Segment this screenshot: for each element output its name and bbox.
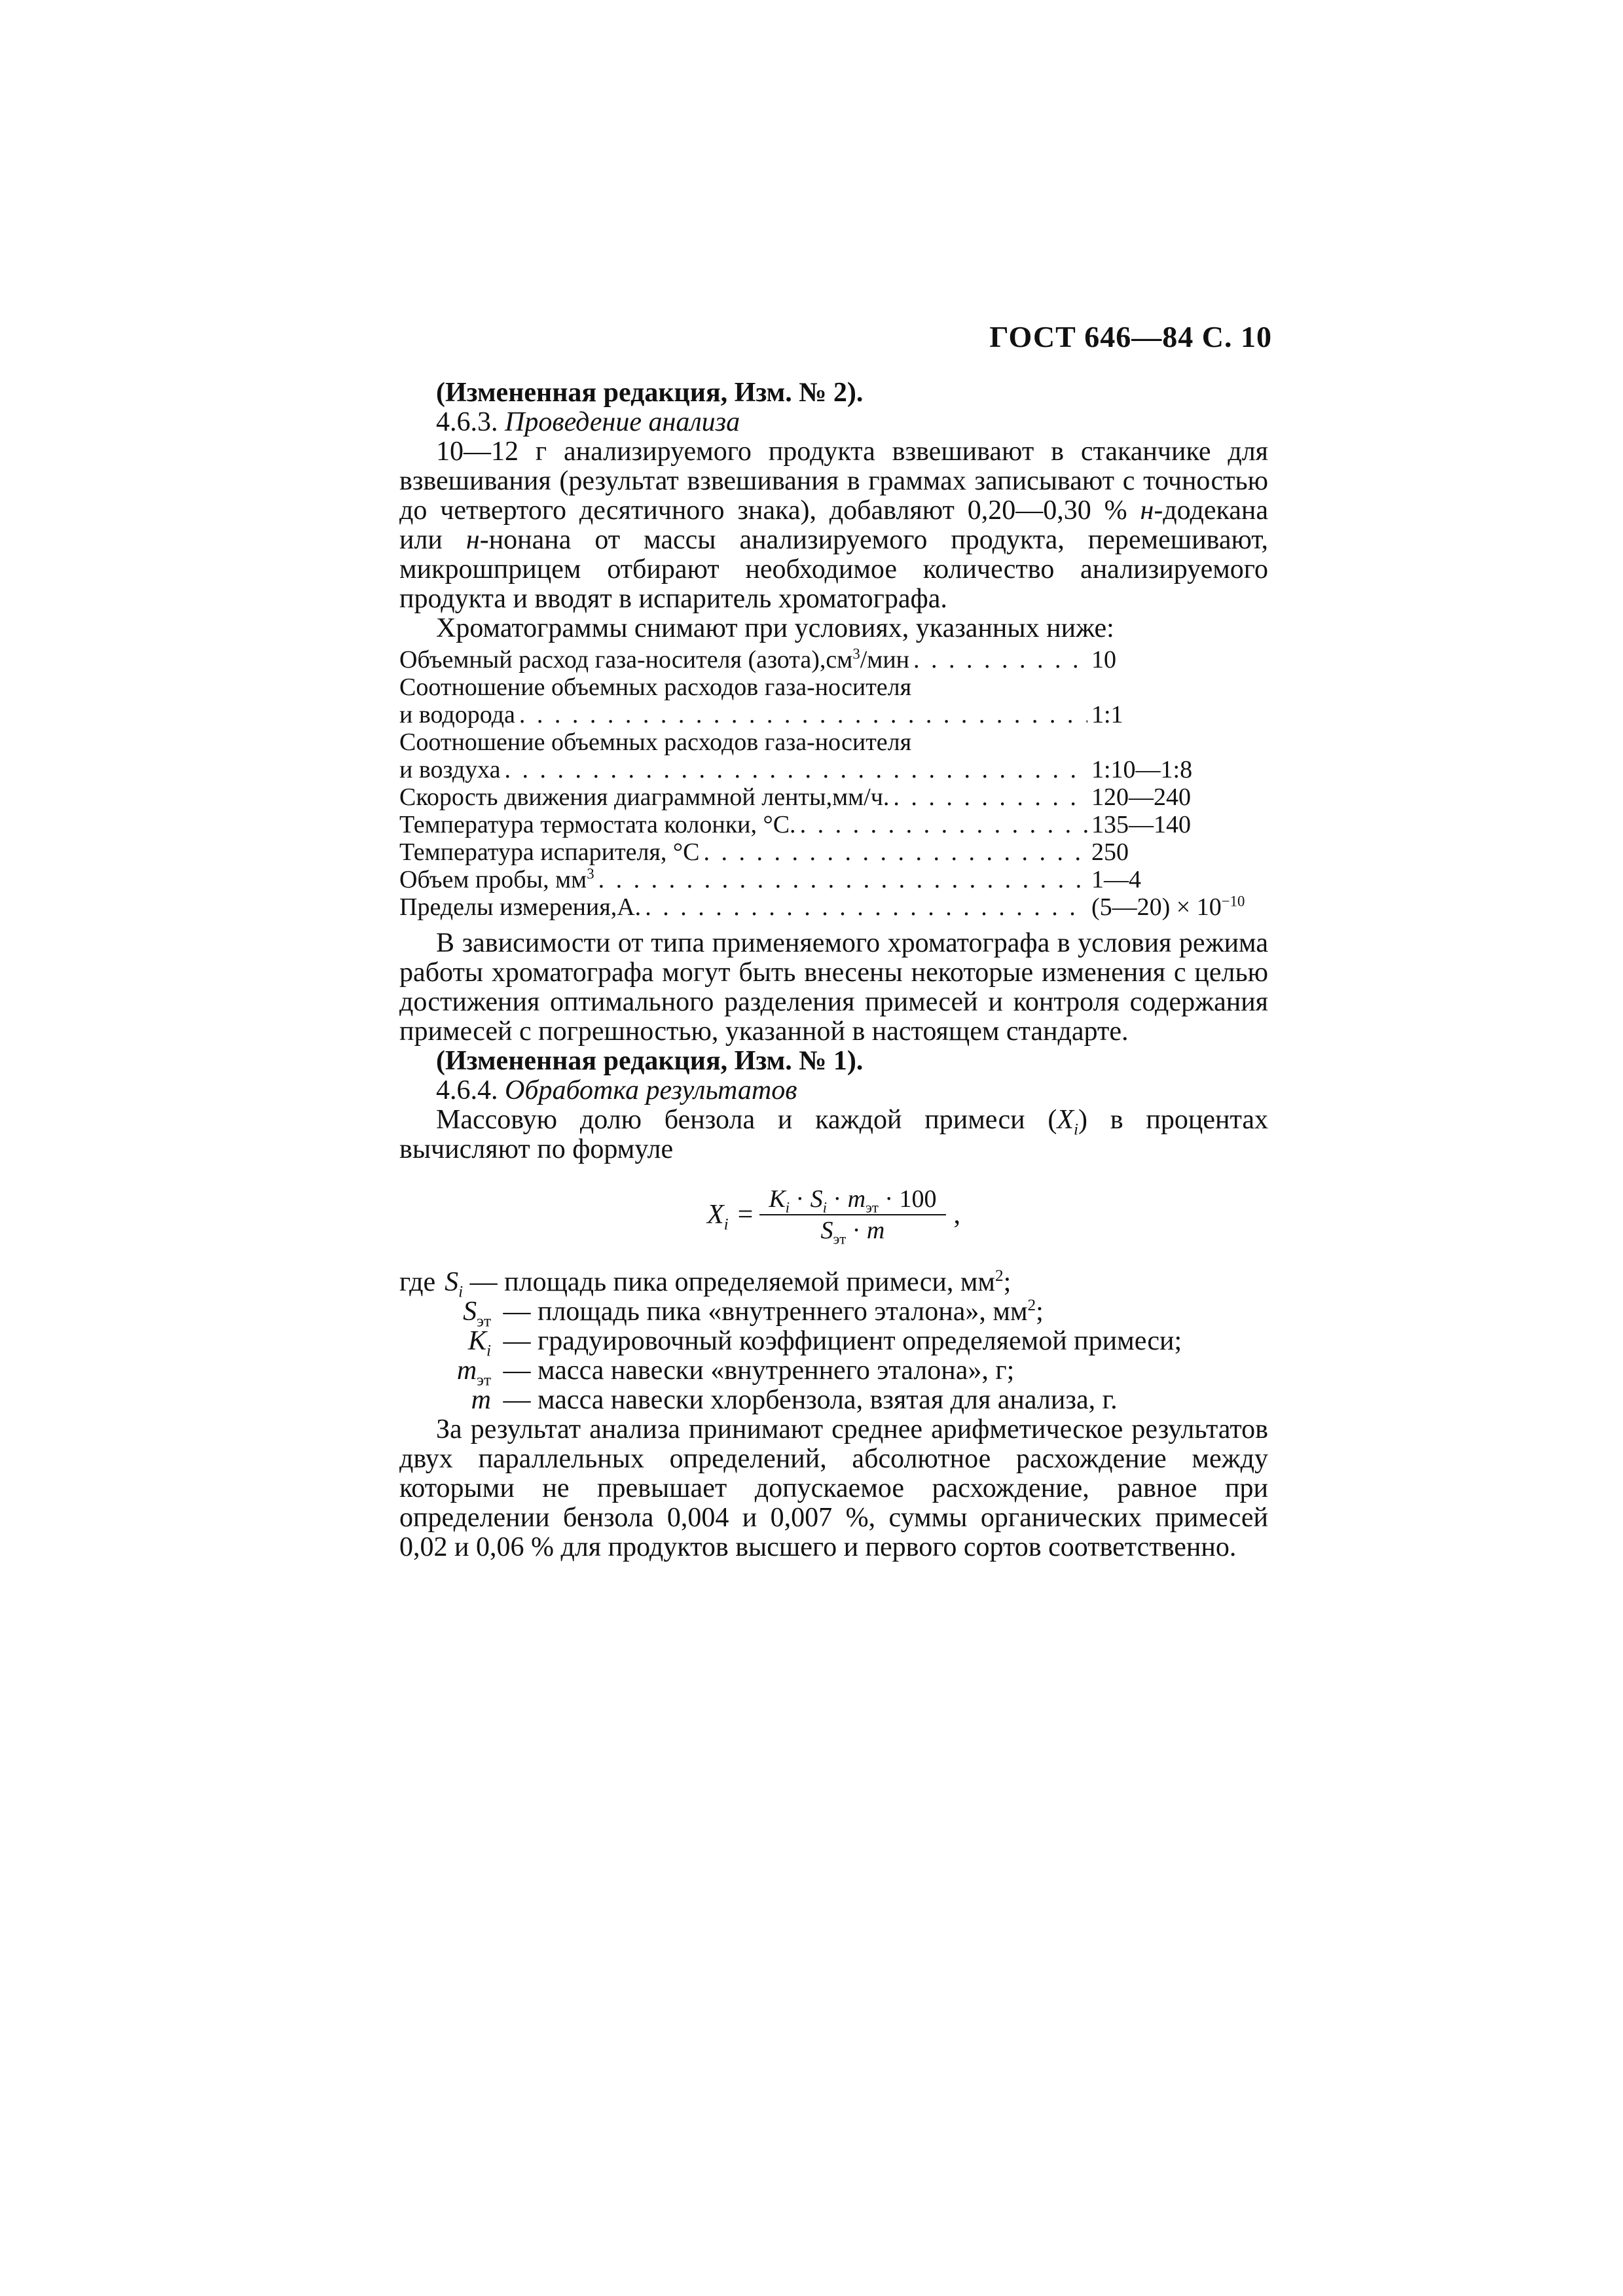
section-number: 4.6.3.	[436, 407, 498, 437]
condition-label: и воздуха	[399, 756, 501, 783]
definition-row	[399, 1297, 1268, 1331]
page-header	[989, 319, 1272, 354]
dot-leader	[893, 783, 1087, 811]
dot-leader	[800, 811, 1087, 838]
formula-numerator: $K_i \cdot S_i \cdot m_{эт} \cdot 100$	[769, 1185, 937, 1216]
condition-row	[399, 646, 1268, 673]
definition-text: — площадь пика «внутреннего эталона», $мм^2$;	[503, 1297, 1044, 1327]
definition-symbol: $K_i$	[467, 1326, 491, 1360]
condition-row	[399, 811, 1268, 838]
section-4-6-3-heading	[399, 408, 1268, 437]
section-number: 4.6.4.	[436, 1075, 498, 1105]
definition-symbol: $m_{эт}$	[456, 1355, 491, 1390]
condition-value: 1:10—1:8	[1091, 756, 1193, 783]
condition-row	[399, 701, 1268, 728]
normal-prefix-2: н	[465, 525, 480, 555]
condition-row	[399, 866, 1268, 893]
definition-symbol: $S_i$	[445, 1267, 464, 1301]
definition-symbol: m	[471, 1385, 491, 1415]
para-text-b: -додекана или	[399, 495, 1268, 555]
dot-leader	[598, 866, 1087, 893]
condition-label-line1: Соотношение объемных расходов газа-носителя	[399, 728, 912, 756]
definition-row	[399, 1267, 1268, 1301]
formula-denominator: $S_{эт} \cdot m$	[820, 1217, 885, 1247]
formula-intro-paragraph: Массовую долю бензола и каждой примеси $(X_i)$ в процентах вычисляют по формуле	[399, 1105, 1268, 1164]
dot-leader	[645, 893, 1087, 921]
amendment-note-2: (Измененная редакция, Изм. № 2).	[436, 378, 864, 408]
formula-fraction	[759, 1184, 945, 1246]
analysis-procedure-paragraph	[399, 437, 1268, 614]
condition-label: Скорость движения диаграммной ленты,мм/ч.	[399, 783, 890, 811]
section-4-6-4-heading	[399, 1076, 1268, 1105]
condition-value: 250	[1091, 838, 1129, 866]
condition-label: Объемный расход газа-носителя $(азота),см^3$/мин	[399, 645, 909, 673]
amendment-note-1: (Измененная редакция, Изм. № 1).	[436, 1046, 864, 1076]
standard-number: ГОСТ 646—84	[989, 320, 1194, 353]
definition-symbol: $S_{эт}$	[463, 1297, 491, 1331]
definition-row	[399, 1355, 1268, 1390]
condition-row	[399, 756, 1268, 783]
definition-row	[399, 1386, 1268, 1415]
condition-label: и водорода	[399, 701, 515, 728]
formula-comma: ,	[953, 1199, 961, 1230]
condition-label-line1: Соотношение объемных расходов газа-носителя	[399, 673, 912, 701]
chromatograph-mode-paragraph: В зависимости от типа применяемого хроматографа в условия режима работы хроматографа могут быть внесены некоторые изменения с целью достижения оптимального разделения примесей и контроля содержания примесей с погрешностью, указанной в настоящем стандарте.	[399, 928, 1268, 1047]
definition-text: — градуировочный коэффициент определяемой примеси;	[503, 1326, 1182, 1356]
section-title: Проведение анализа	[505, 407, 740, 437]
condition-label: Пределы измерения,А.	[399, 893, 642, 921]
dot-leader	[913, 646, 1087, 673]
mass-fraction-formula	[399, 1184, 1268, 1246]
formula-lhs: $X_i$	[706, 1199, 729, 1233]
definition-where: где	[399, 1267, 436, 1297]
condition-value: 10	[1091, 646, 1116, 673]
conditions-list	[399, 646, 1268, 921]
result-paragraph: За результат анализа принимают среднее арифметическое результатов двух параллельных определений, абсолютное расхождение между которыми не превышает допускаемое расхождение, равное при определении бензола 0,004 и 0,007 %, суммы органических примесей 0,02 и 0,06 % для продуктов высшего и первого сортов соответственно.	[399, 1414, 1268, 1562]
dot-leader	[505, 756, 1087, 783]
main-text	[399, 378, 1268, 1562]
para-text-c: -нонана от массы анализируемого продукта, перемешивают, микрошприцем отбирают необходимое количество анализируемого продукта и вводят в испаритель хроматографа.	[399, 525, 1268, 614]
condition-label: Температура испарителя, °С	[399, 838, 700, 866]
condition-value: 135—140	[1091, 811, 1191, 838]
normal-prefix-1: н	[1140, 495, 1154, 526]
formula-equals: =	[737, 1199, 754, 1230]
condition-value: 120—240	[1091, 783, 1191, 811]
para-text-a: 10—12 г анализируемого продукта взвешивают в стаканчике для взвешивания (результат взвешивания в граммах записывают с точностью до четвертого десятичного знака), добавляют 0,20—0,30 %	[399, 437, 1268, 526]
definition-text: — площадь пика определяемой примеси, $мм^2$;	[469, 1267, 1012, 1297]
condition-row	[399, 783, 1268, 811]
definition-text: — масса навески хлорбензола, взятая для анализа, г.	[503, 1385, 1118, 1415]
condition-label: Объем пробы, $мм^3$	[399, 865, 594, 893]
condition-label: Температура термостата колонки, °С.	[399, 811, 796, 838]
dot-leader	[519, 701, 1087, 728]
chromatogram-conditions-intro: Хроматограммы снимают при условиях, указанных ниже:	[436, 613, 1114, 643]
definition-text: — масса навески «внутреннего эталона», г;	[503, 1355, 1015, 1386]
formula-definitions	[399, 1268, 1268, 1415]
section-title: Обработка результатов	[505, 1075, 797, 1105]
condition-value: 1—4	[1091, 866, 1141, 893]
definition-row	[399, 1326, 1268, 1360]
condition-row	[399, 838, 1268, 866]
condition-value: 1:1	[1091, 701, 1123, 728]
condition-value: (5—20) × $10^{-10}$	[1091, 893, 1245, 921]
page-number: С. 10	[1201, 320, 1272, 353]
condition-row	[399, 893, 1268, 921]
dot-leader	[703, 838, 1087, 866]
